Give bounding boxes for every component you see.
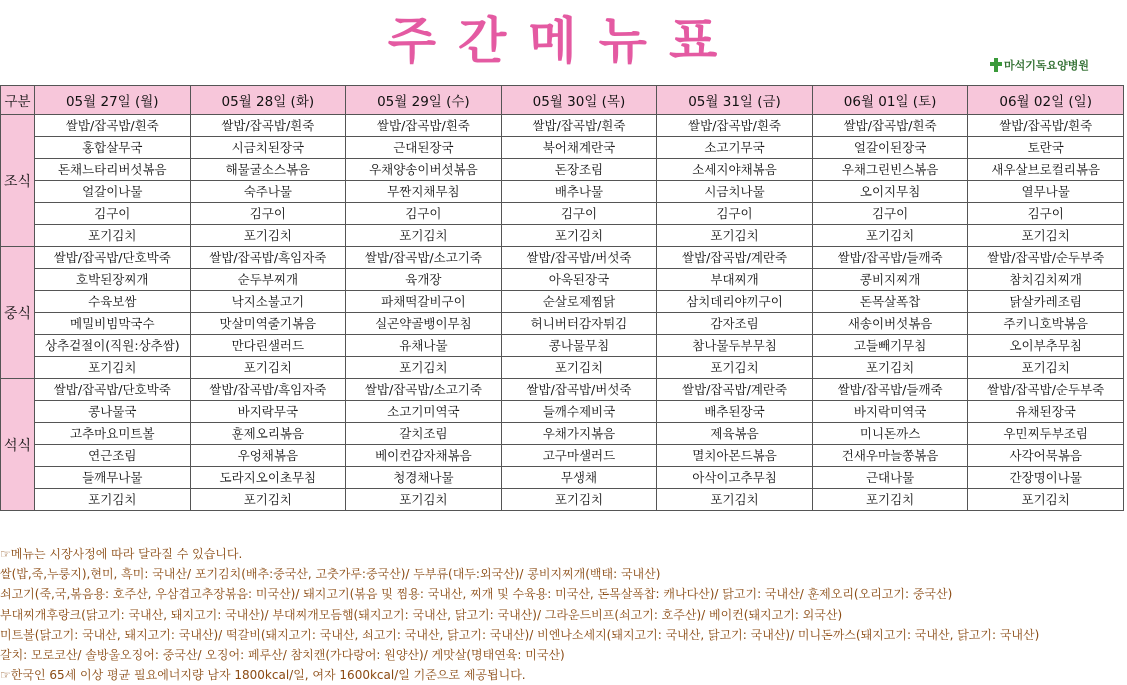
- menu-cell: 포기김치: [812, 489, 968, 511]
- menu-row: [1, 357, 1124, 379]
- menu-row: [1, 335, 1124, 357]
- menu-cell: 쌀밥/잡곡밥/계란죽: [657, 247, 813, 269]
- menu-row: [1, 159, 1124, 181]
- menu-cell: 포기김치: [501, 225, 657, 247]
- menu-cell: 허니버터감자튀김: [501, 313, 657, 335]
- menu-cell: 쌀밥/잡곡밥/계란죽: [657, 379, 813, 401]
- menu-cell: 제육볶음: [657, 423, 813, 445]
- menu-row: [1, 379, 1124, 401]
- menu-row: [1, 181, 1124, 203]
- menu-cell: 순살로제찜닭: [501, 291, 657, 313]
- menu-cell: 열무나물: [968, 181, 1124, 203]
- menu-cell: 포기김치: [657, 225, 813, 247]
- note-line: 쌀(밥,죽,누룽지),현미, 흑미: 국내산/ 포기김치(배추:중국산, 고춧가루:중국산)/ 두부류(대두:외국산)/ 콩비지찌개(백태: 국내산): [0, 567, 661, 582]
- menu-cell: 김구이: [501, 203, 657, 225]
- menu-cell: 새송이버섯볶음: [812, 313, 968, 335]
- menu-cell: 훈제오리볶음: [190, 423, 346, 445]
- menu-cell: 포기김치: [812, 225, 968, 247]
- menu-cell: 쌀밥/잡곡밥/흰죽: [35, 115, 191, 137]
- menu-cell: 소세지야채볶음: [657, 159, 813, 181]
- menu-cell: 배추된장국: [657, 401, 813, 423]
- menu-cell: 베이컨감자채볶음: [346, 445, 502, 467]
- menu-cell: 우채가지볶음: [501, 423, 657, 445]
- menu-cell: 바지락미역국: [812, 401, 968, 423]
- menu-cell: 쌀밥/잡곡밥/순두부죽: [968, 247, 1124, 269]
- day-header: 06월 02일 (일): [968, 86, 1124, 115]
- note-line: ☞한국인 65세 이상 평균 필요에너지량 남자 1800kcal/일, 여자 1600kcal/일 기준으로 제공됩니다.: [0, 668, 526, 683]
- menu-cell: 유채나물: [346, 335, 502, 357]
- menu-row: [1, 489, 1124, 511]
- menu-cell: 무생채: [501, 467, 657, 489]
- menu-cell: 김구이: [968, 203, 1124, 225]
- menu-cell: 쌀밥/잡곡밥/단호박죽: [35, 247, 191, 269]
- menu-cell: 쌀밥/잡곡밥/흰죽: [968, 115, 1124, 137]
- meal-label: 조식: [1, 115, 35, 247]
- day-header: 05월 28일 (화): [190, 86, 346, 115]
- menu-cell: 호박된장찌개: [35, 269, 191, 291]
- menu-cell: 주키니호박볶음: [968, 313, 1124, 335]
- menu-cell: 시금치된장국: [190, 137, 346, 159]
- note-line: ☞메뉴는 시장사정에 따라 달라질 수 있습니다.: [0, 547, 243, 561]
- menu-cell: 포기김치: [657, 357, 813, 379]
- menu-cell: 숙주나물: [190, 181, 346, 203]
- menu-cell: 포기김치: [35, 225, 191, 247]
- meal-label: 중식: [1, 247, 35, 379]
- day-header: 05월 31일 (금): [657, 86, 813, 115]
- menu-cell: 김구이: [35, 203, 191, 225]
- corner-cell: 구분: [1, 86, 35, 115]
- menu-cell: 포기김치: [35, 489, 191, 511]
- menu-cell: 포기김치: [968, 225, 1124, 247]
- menu-cell: 북어채계란국: [501, 137, 657, 159]
- menu-cell: 김구이: [346, 203, 502, 225]
- menu-cell: 상추겉절이(직원:상추쌈): [35, 335, 191, 357]
- menu-cell: 포기김치: [346, 357, 502, 379]
- menu-cell: 포기김치: [657, 489, 813, 511]
- menu-cell: 포기김치: [968, 489, 1124, 511]
- menu-cell: 순두부찌개: [190, 269, 346, 291]
- menu-cell: 무짠지채무침: [346, 181, 502, 203]
- meal-label: 석식: [1, 379, 35, 511]
- menu-cell: 쌀밥/잡곡밥/소고기죽: [346, 379, 502, 401]
- menu-cell: 시금치나물: [657, 181, 813, 203]
- note-line: 부대찌개후랑크(닭고기: 국내산, 돼지고기: 국내산)/ 부대찌개모듬햄(돼지고기: 국내산, 닭고기: 국내산)/ 그라운드비프(쇠고기: 호주산)/ 베이컨(돼지고기: 외국산): [0, 607, 843, 622]
- note-line: 미트볼(닭고기: 국내산, 돼지고기: 국내산)/ 떡갈비(돼지고기: 국내산, 쇠고기: 국내산, 닭고기: 국내산)/ 비엔나소세지(돼지고기: 국내산, 닭고기: 국내산)/ 미니돈까스(돼지고기: 국내산, 닭고기: 국내산): [0, 627, 1040, 642]
- menu-row: [1, 467, 1124, 489]
- menu-cell: 아삭이고추무침: [657, 467, 813, 489]
- menu-cell: 포기김치: [501, 357, 657, 379]
- menu-cell: 우채그린빈스볶음: [812, 159, 968, 181]
- menu-cell: 갈치조림: [346, 423, 502, 445]
- menu-cell: 쌀밥/잡곡밥/들깨죽: [812, 247, 968, 269]
- header-row: [1, 86, 1124, 115]
- menu-cell: 우채양송이버섯볶음: [346, 159, 502, 181]
- menu-cell: 참치김치찌개: [968, 269, 1124, 291]
- menu-cell: 쌀밥/잡곡밥/버섯죽: [501, 379, 657, 401]
- menu-cell: 김구이: [812, 203, 968, 225]
- menu-cell: 돈목살폭찹: [812, 291, 968, 313]
- weekly-menu-table: [0, 85, 1124, 511]
- menu-cell: 간장명이나물: [968, 467, 1124, 489]
- menu-cell: 포기김치: [346, 225, 502, 247]
- menu-cell: 연근조림: [35, 445, 191, 467]
- menu-cell: 포기김치: [190, 357, 346, 379]
- menu-row: [1, 445, 1124, 467]
- menu-cell: 미니돈까스: [812, 423, 968, 445]
- menu-cell: 바지락무국: [190, 401, 346, 423]
- menu-row: [1, 269, 1124, 291]
- menu-cell: 닭살카레조림: [968, 291, 1124, 313]
- menu-row: [1, 225, 1124, 247]
- menu-cell: 홍합살무국: [35, 137, 191, 159]
- notes-section: [0, 544, 1127, 685]
- menu-cell: 포기김치: [812, 357, 968, 379]
- note-line: 쇠고기(죽,국,볶음용: 호주산, 우삼겹고추장볶음: 미국산)/ 돼지고기(볶음 및 찜용: 국내산, 찌개 및 수육용: 미국산, 돈목살폭찹: 캐나다산)/ 닭고기: 국내산/ 훈제오리(오리고기: 중국산): [0, 587, 953, 602]
- menu-cell: 포기김치: [501, 489, 657, 511]
- menu-cell: 포기김치: [35, 357, 191, 379]
- menu-cell: 멸치아몬드볶음: [657, 445, 813, 467]
- menu-cell: 소고기미역국: [346, 401, 502, 423]
- menu-cell: 육개장: [346, 269, 502, 291]
- menu-cell: 콩나물무침: [501, 335, 657, 357]
- day-header: 06월 01일 (토): [812, 86, 968, 115]
- menu-cell: 참나물두부무침: [657, 335, 813, 357]
- menu-cell: 쌀밥/잡곡밥/버섯죽: [501, 247, 657, 269]
- menu-cell: 토란국: [968, 137, 1124, 159]
- menu-cell: 아욱된장국: [501, 269, 657, 291]
- menu-cell: 쌀밥/잡곡밥/단호박죽: [35, 379, 191, 401]
- menu-cell: 파채떡갈비구이: [346, 291, 502, 313]
- logo-text: 마석기독요양병원: [1004, 59, 1090, 72]
- menu-row: [1, 291, 1124, 313]
- menu-cell: 배추나물: [501, 181, 657, 203]
- menu-cell: 고추마요미트볼: [35, 423, 191, 445]
- menu-row: [1, 247, 1124, 269]
- menu-cell: 돈채느타리버섯볶음: [35, 159, 191, 181]
- menu-cell: 새우살브로컬리볶음: [968, 159, 1124, 181]
- menu-row: [1, 115, 1124, 137]
- menu-cell: 고들빼기무침: [812, 335, 968, 357]
- menu-cell: 김구이: [657, 203, 813, 225]
- menu-cell: 포기김치: [346, 489, 502, 511]
- menu-cell: 쌀밥/잡곡밥/흰죽: [190, 115, 346, 137]
- menu-cell: 수육보쌈: [35, 291, 191, 313]
- menu-row: [1, 423, 1124, 445]
- menu-cell: 사각어묵볶음: [968, 445, 1124, 467]
- menu-cell: 우민찌두부조림: [968, 423, 1124, 445]
- menu-cell: 낙지소불고기: [190, 291, 346, 313]
- menu-cell: 실곤약골뱅이무침: [346, 313, 502, 335]
- menu-cell: 얼갈이나물: [35, 181, 191, 203]
- menu-cell: 고구마샐러드: [501, 445, 657, 467]
- menu-cell: 감자조림: [657, 313, 813, 335]
- menu-cell: 오이부추무침: [968, 335, 1124, 357]
- menu-cell: 유채된장국: [968, 401, 1124, 423]
- menu-cell: 쌀밥/잡곡밥/소고기죽: [346, 247, 502, 269]
- menu-cell: 쌀밥/잡곡밥/흰죽: [657, 115, 813, 137]
- menu-cell: 쌀밥/잡곡밥/흑임자죽: [190, 379, 346, 401]
- menu-cell: 포기김치: [190, 489, 346, 511]
- menu-cell: 들깨수제비국: [501, 401, 657, 423]
- menu-cell: 쌀밥/잡곡밥/순두부죽: [968, 379, 1124, 401]
- menu-cell: 만다린샐러드: [190, 335, 346, 357]
- menu-cell: 우엉채볶음: [190, 445, 346, 467]
- menu-cell: 근대된장국: [346, 137, 502, 159]
- menu-cell: 쌀밥/잡곡밥/흑임자죽: [190, 247, 346, 269]
- menu-cell: 청경채나물: [346, 467, 502, 489]
- note-line: 갈치: 모로코산/ 솔방울오징어: 중국산/ 오징어: 페루산/ 참치캔(가다랑어: 원양산)/ 게맛살(명태연육: 미국산): [0, 648, 565, 663]
- menu-cell: 맛살미역줄기볶음: [190, 313, 346, 335]
- day-header: 05월 30일 (목): [501, 86, 657, 115]
- menu-cell: 김구이: [190, 203, 346, 225]
- menu-cell: 오이지무침: [812, 181, 968, 203]
- menu-row: [1, 313, 1124, 335]
- menu-cell: 쌀밥/잡곡밥/흰죽: [501, 115, 657, 137]
- menu-cell: 도라지오이초무침: [190, 467, 346, 489]
- menu-cell: 쌀밥/잡곡밥/들깨죽: [812, 379, 968, 401]
- menu-cell: 포기김치: [968, 357, 1124, 379]
- menu-cell: 콩나물국: [35, 401, 191, 423]
- menu-cell: 삼치데리야끼구이: [657, 291, 813, 313]
- cross-icon: [990, 58, 1002, 72]
- menu-row: [1, 203, 1124, 225]
- menu-cell: 부대찌개: [657, 269, 813, 291]
- day-header: 05월 27일 (월): [35, 86, 191, 115]
- menu-row: [1, 137, 1124, 159]
- menu-cell: 쌀밥/잡곡밥/흰죽: [812, 115, 968, 137]
- menu-cell: 콩비지찌개: [812, 269, 968, 291]
- day-header: 05월 29일 (수): [346, 86, 502, 115]
- menu-cell: 돈장조림: [501, 159, 657, 181]
- menu-cell: 쌀밥/잡곡밥/흰죽: [346, 115, 502, 137]
- menu-cell: 포기김치: [190, 225, 346, 247]
- menu-cell: 근대나물: [812, 467, 968, 489]
- menu-cell: 건새우마늘쫑볶음: [812, 445, 968, 467]
- menu-cell: 소고기무국: [657, 137, 813, 159]
- menu-row: [1, 401, 1124, 423]
- page-title: 주간메뉴표: [387, 12, 740, 70]
- hospital-logo: [990, 57, 1089, 73]
- menu-cell: 메밀비빔막국수: [35, 313, 191, 335]
- menu-cell: 들깨무나물: [35, 467, 191, 489]
- menu-cell: 얼갈이된장국: [812, 137, 968, 159]
- menu-cell: 해물굴소스볶음: [190, 159, 346, 181]
